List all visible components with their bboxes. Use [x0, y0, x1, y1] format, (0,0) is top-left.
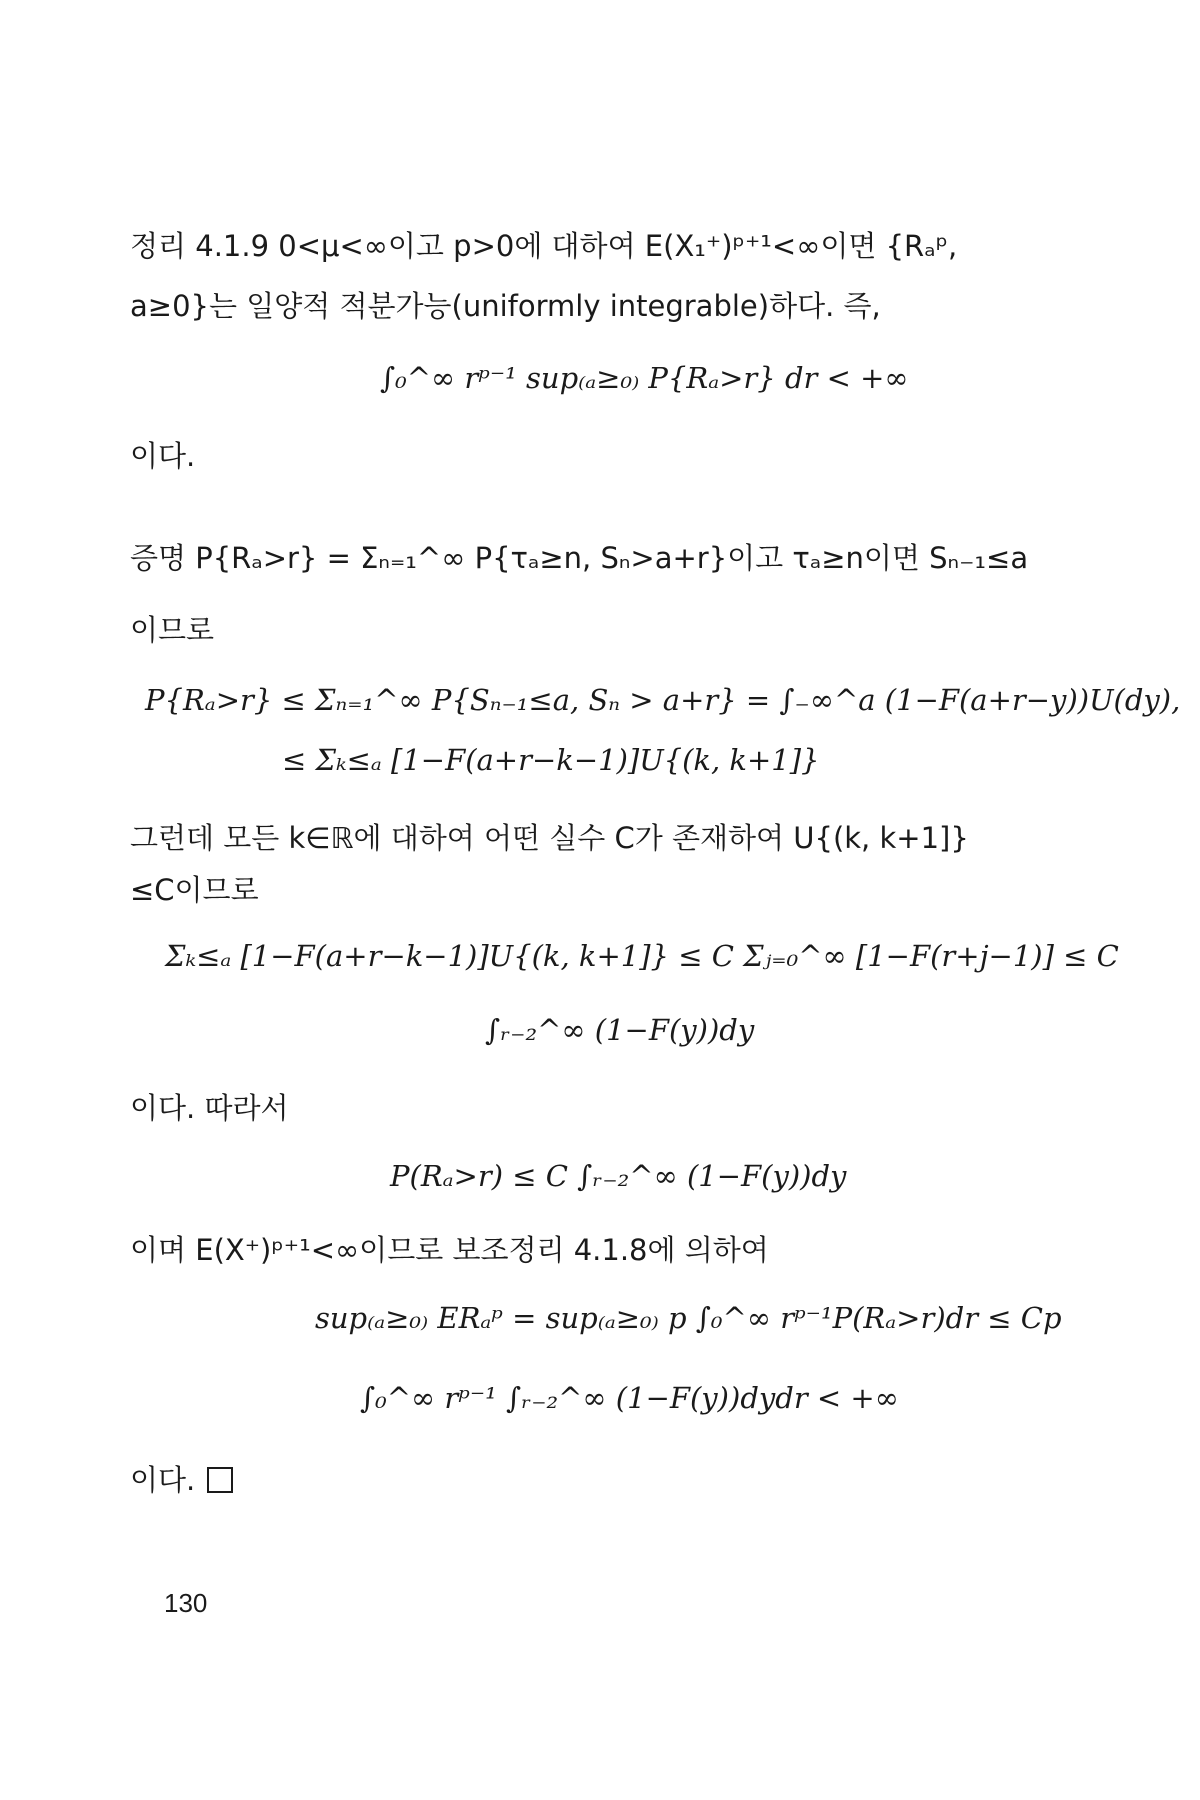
- theorem-statement-line-2: a≥0}는 일양적 적분가능(uniformly integrable)하다. 즉,: [130, 289, 881, 323]
- proof-line-2: 이므로: [130, 613, 215, 647]
- proof-line-1: 증명 P{Rₐ>r} = Σₙ₌₁^∞ P{τₐ≥n, Sₙ>a+r}이고 τₐ≥n이면 Sₙ₋₁≤a: [130, 541, 1029, 575]
- proof-equation-4a: sup₍ₐ≥₀₎ ERₐᵖ = sup₍ₐ≥₀₎ p ∫₀^∞ rᵖ⁻¹P(Rₐ>r)dr ≤ Cp: [315, 1301, 1062, 1335]
- proof-line-4: ≤C이므로: [130, 873, 259, 907]
- proof-equation-2b: ∫ᵣ₋₂^∞ (1−F(y))dy: [485, 1013, 755, 1047]
- proof-equation-3: P(Rₐ>r) ≤ C ∫ᵣ₋₂^∞ (1−F(y))dy: [390, 1159, 847, 1193]
- theorem-statement-line-1: 정리 4.1.9 0<μ<∞이고 p>0에 대하여 E(X₁⁺)ᵖ⁺¹<∞이면 {Rₐᵖ,: [130, 229, 958, 263]
- qed-square-icon: [207, 1467, 233, 1493]
- proof-conclusion: [130, 1462, 233, 1498]
- page-number: 130: [164, 1588, 208, 1618]
- theorem-equation: ∫₀^∞ rᵖ⁻¹ sup₍ₐ≥₀₎ P{Rₐ>r} dr < +∞: [380, 361, 909, 395]
- proof-conclusion-text: 이다.: [130, 1463, 196, 1497]
- theorem-conclusion: 이다.: [130, 439, 196, 473]
- proof-line-6: 이며 E(X⁺)ᵖ⁺¹<∞이므로 보조정리 4.1.8에 의하여: [130, 1233, 769, 1267]
- proof-line-5: 이다. 따라서: [130, 1091, 289, 1125]
- proof-equation-1b: ≤ Σₖ≤ₐ [1−F(a+r−k−1)]U{(k, k+1]}: [282, 743, 820, 777]
- proof-equation-1a: P{Rₐ>r} ≤ Σₙ₌₁^∞ P{Sₙ₋₁≤a, Sₙ > a+r} = ∫₋∞^a (1−F(a+r−y))U(dy),: [145, 683, 1181, 717]
- proof-line-3: 그런데 모든 k∈ℝ에 대하여 어떤 실수 C가 존재하여 U{(k, k+1]}: [130, 821, 969, 855]
- proof-equation-4b: ∫₀^∞ rᵖ⁻¹ ∫ᵣ₋₂^∞ (1−F(y))dydr < +∞: [360, 1381, 899, 1415]
- proof-equation-2a: Σₖ≤ₐ [1−F(a+r−k−1)]U{(k, k+1]} ≤ C Σⱼ₌₀^∞ [1−F(r+j−1)] ≤ C: [165, 939, 1119, 973]
